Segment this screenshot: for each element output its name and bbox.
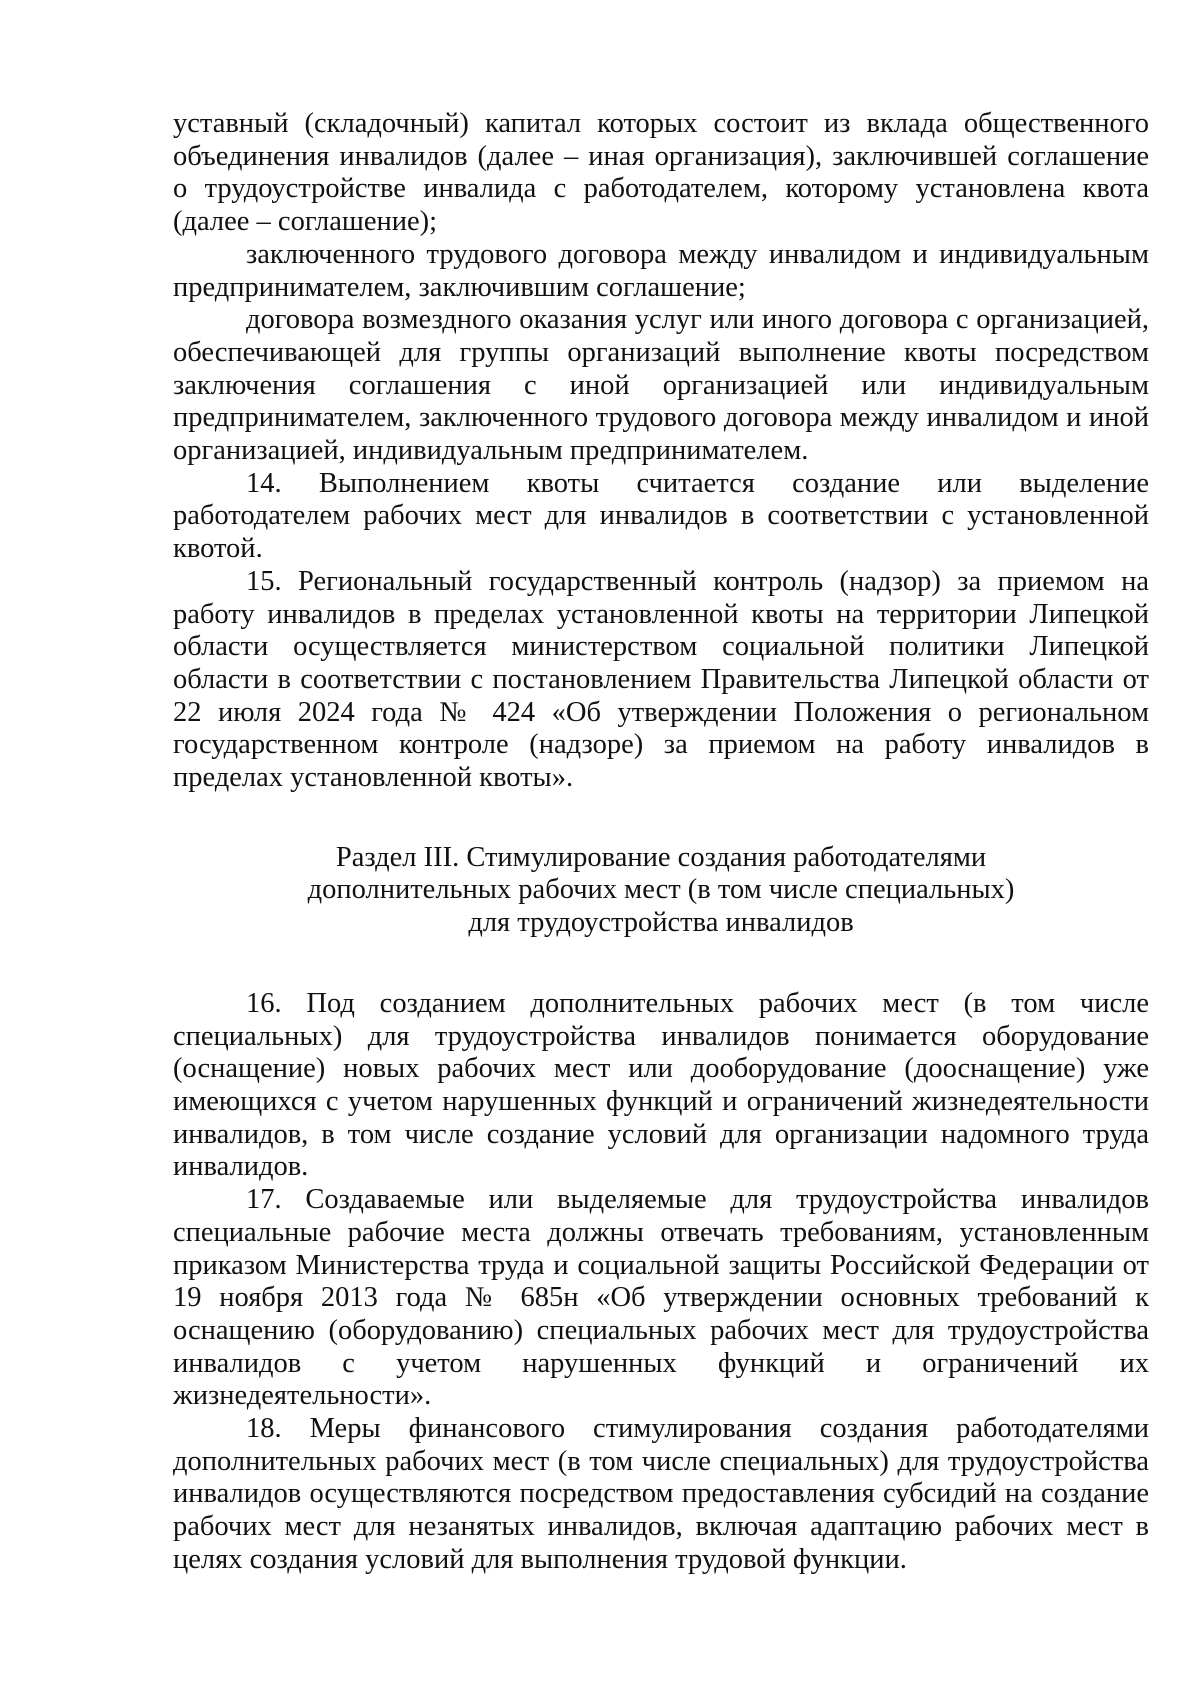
section-heading-line-1: Раздел III. Стимулирование создания работодателями xyxy=(335,841,987,873)
document-page xyxy=(173,108,1149,1577)
paragraph-14: 14. Выполнением квоты считается создание или выделение работодателем рабочих мест для инвалидов в соответствии с установленной квотой. xyxy=(173,467,1149,565)
paragraph-employment-contract: заключенного трудового договора между инвалидом и индивидуальным предпринимателем, заключившим соглашение; xyxy=(173,238,1149,303)
paragraph-service-contract: договора возмездного оказания услуг или иного договора с организацией, обеспечивающей для группы организаций выполнение квоты посредством заключения соглашения с иной организацией или индивидуальным предпринимателем, заключенного трудового договора между инвалидом и иной организацией, индивидуальным предпринимателем. xyxy=(173,304,1149,467)
section-heading xyxy=(173,842,1149,940)
paragraph-15: 15. Региональный государственный контроль (надзор) за приемом на работу инвалидов в пределах установленной квоты на территории Липецкой области осуществляется министерством социальной политики Липецкой области в соответствии с постановлением Правительства Липецкой области от 22 июля 2024 года № 424 «Об утверждении Положения о региональном государственном контроле (надзоре) за приемом на работу инвалидов в пределах установленной квоты». xyxy=(173,565,1149,794)
section-heading-line-3: для трудоустройства инвалидов xyxy=(468,907,854,939)
paragraph-17: 17. Создаваемые или выделяемые для трудоустройства инвалидов специальные рабочие места должны отвечать требованиям, установленным приказом Министерства труда и социальной защиты Российской Федерации от 19 ноября 2013 года № 685н «Об утверждении основных требований к оснащению (оборудованию) специальных рабочих мест для трудоустройства инвалидов с учетом нарушенных функций и ограничений их жизнедеятельности». xyxy=(173,1184,1149,1412)
paragraph-18: 18. Меры финансового стимулирования создания работодателями дополнительных рабочих мест (в том числе специальных) для трудоустройства инвалидов осуществляются посредством предоставления субсидий на создание рабочих мест для незанятых инвалидов, включая адаптацию рабочих мест в целях создания условий для выполнения трудовой функции. xyxy=(173,1413,1149,1575)
paragraph-continuation: уставный (складочный) капитал которых состоит из вклада общественного объединения инвалидов (далее – иная организация), заключившей соглашение о трудоустройстве инвалида с работодателем, которому установлена квота (далее – соглашение); xyxy=(173,108,1149,238)
section-heading-line-2: дополнительных рабочих мест (в том числе специальных) xyxy=(307,874,1015,906)
paragraph-16: 16. Под созданием дополнительных рабочих мест (в том числе специальных) для трудоустройства инвалидов понимается оборудование (оснащение) новых рабочих мест или дооборудование (дооснащение) уже имеющихся с учетом нарушенных функций и ограничений жизнедеятельности инвалидов, в том числе создание условий для организации надомного труда инвалидов. xyxy=(173,987,1149,1183)
